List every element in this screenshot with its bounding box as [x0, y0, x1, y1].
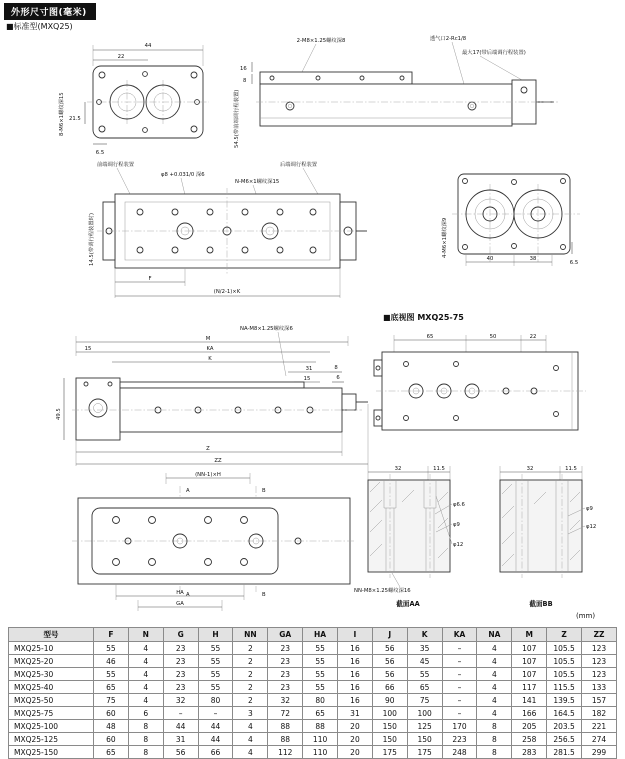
- value-cell: 55: [198, 642, 233, 655]
- model-cell: MXQ25-75: [9, 707, 94, 720]
- max17-callout: 最大17(带后端调行程装置): [462, 50, 526, 56]
- dim-label-15: 15: [84, 346, 92, 352]
- value-cell: 4: [128, 655, 163, 668]
- value-cell: 123: [582, 668, 617, 681]
- dimensions-table: [8, 627, 617, 759]
- dim-label-11-5-aa: 11.5: [433, 466, 445, 472]
- value-cell: 2: [233, 681, 268, 694]
- value-cell: 203.5: [547, 720, 582, 733]
- value-cell: 65: [407, 681, 442, 694]
- dia-9-label: φ9: [453, 522, 460, 528]
- dim-label-KA: KA: [206, 346, 214, 352]
- value-cell: 141: [512, 694, 547, 707]
- dim-label-21-5: 21.5: [69, 116, 81, 122]
- panel-c-dimensions: [115, 268, 340, 298]
- value-cell: 223: [442, 733, 477, 746]
- value-cell: 32: [163, 694, 198, 707]
- dim-label-6-5: 6.5: [95, 150, 105, 156]
- value-cell: 8: [477, 720, 512, 733]
- unit-note: (mm): [576, 612, 596, 620]
- table-row: [9, 642, 617, 655]
- dim-label-GA: GA: [176, 601, 184, 607]
- dim-label-6: 6: [336, 375, 340, 381]
- value-cell: 75: [407, 694, 442, 707]
- value-cell: 66: [372, 681, 407, 694]
- dim-label-22: 22: [117, 54, 125, 60]
- column-header-13: M: [512, 628, 547, 642]
- value-cell: 164.5: [547, 707, 582, 720]
- column-header-14: Z: [547, 628, 582, 642]
- standard-type-label: ■标准型(MXQ25): [6, 22, 73, 31]
- dim-label-15b: 15: [303, 376, 311, 382]
- value-cell: 55: [198, 668, 233, 681]
- column-header-4: H: [198, 628, 233, 642]
- value-cell: 2: [233, 655, 268, 668]
- value-cell: 4: [477, 668, 512, 681]
- value-cell: 117: [512, 681, 547, 694]
- dim-label-32-aa: 32: [394, 466, 402, 472]
- dim-label-F: F: [148, 276, 152, 282]
- value-cell: 31: [338, 707, 373, 720]
- panel-g-body: [72, 498, 356, 584]
- panel-e-callouts: [240, 324, 293, 376]
- value-cell: 110: [303, 746, 338, 759]
- column-header-2: N: [128, 628, 163, 642]
- value-cell: 299: [582, 746, 617, 759]
- panel-d-callouts: [440, 218, 448, 258]
- value-cell: 16: [338, 694, 373, 707]
- section-mark-B-top: B: [262, 488, 266, 494]
- section-mark-B-bottom: B: [262, 592, 266, 598]
- value-cell: 20: [338, 733, 373, 746]
- value-cell: 88: [303, 720, 338, 733]
- value-cell: 123: [582, 655, 617, 668]
- model-cell: MXQ25-10: [9, 642, 94, 655]
- panel-b-body: [256, 72, 558, 126]
- value-cell: 23: [163, 642, 198, 655]
- value-cell: 31: [163, 733, 198, 746]
- value-cell: 20: [338, 720, 373, 733]
- dim-label-38: 38: [529, 256, 537, 262]
- dim-label-49-5: 49.5: [56, 408, 62, 420]
- value-cell: 4: [233, 733, 268, 746]
- value-cell: –: [442, 707, 477, 720]
- value-cell: 55: [198, 681, 233, 694]
- value-cell: 23: [268, 668, 303, 681]
- panel-e-body: [72, 378, 368, 440]
- value-cell: 88: [268, 733, 303, 746]
- column-header-0: 型号: [9, 628, 94, 642]
- value-cell: 100: [407, 707, 442, 720]
- value-cell: 56: [372, 668, 407, 681]
- dim-label-nn-h: (NN-1)×H: [195, 472, 221, 478]
- dim-label-31: 31: [305, 366, 313, 372]
- panel-f-body: [374, 352, 586, 430]
- vent-port-callout: 透气口2-Rc1/8: [429, 36, 467, 42]
- value-cell: 55: [303, 681, 338, 694]
- drawing-table-top-view: [55, 36, 230, 168]
- value-cell: 55: [303, 655, 338, 668]
- thread-callout: 8-M6×1螺纹深15: [59, 92, 65, 136]
- model-cell: MXQ25-125: [9, 733, 94, 746]
- value-cell: 248: [442, 746, 477, 759]
- value-cell: 90: [372, 694, 407, 707]
- value-cell: 8: [477, 746, 512, 759]
- value-cell: 44: [198, 720, 233, 733]
- value-cell: 256.5: [547, 733, 582, 746]
- value-cell: 48: [94, 720, 129, 733]
- dim-label-50: 50: [489, 334, 497, 340]
- value-cell: 205: [512, 720, 547, 733]
- drawing-bottom-view-sections: [48, 464, 378, 614]
- section-aa-caption: 截面AA: [396, 600, 420, 608]
- column-header-3: G: [163, 628, 198, 642]
- column-header-1: F: [94, 628, 129, 642]
- value-cell: 44: [198, 733, 233, 746]
- value-cell: 105.5: [547, 655, 582, 668]
- value-cell: 105.5: [547, 642, 582, 655]
- value-cell: 221: [582, 720, 617, 733]
- value-cell: –: [163, 707, 198, 720]
- value-cell: 55: [94, 642, 129, 655]
- panel-c-body: [97, 188, 367, 274]
- value-cell: 150: [372, 733, 407, 746]
- dim-label-22b: 22: [529, 334, 537, 340]
- drawing-body-top-view: [55, 156, 375, 308]
- value-cell: 258: [512, 733, 547, 746]
- column-header-8: I: [338, 628, 373, 642]
- value-cell: 88: [268, 720, 303, 733]
- value-cell: 2: [233, 668, 268, 681]
- column-header-12: NA: [477, 628, 512, 642]
- value-cell: 4: [128, 694, 163, 707]
- value-cell: 20: [338, 746, 373, 759]
- value-cell: 16: [338, 668, 373, 681]
- drawing-side-view: [226, 28, 564, 160]
- panel-e-dimensions-top: [76, 336, 348, 382]
- value-cell: 55: [198, 655, 233, 668]
- drawing-side-view-z: [48, 320, 373, 472]
- section-bb: [500, 466, 596, 608]
- dim-label-65: 65: [426, 334, 434, 340]
- value-cell: 23: [268, 681, 303, 694]
- model-cell: MXQ25-100: [9, 720, 94, 733]
- drawing-end-view: [438, 158, 590, 278]
- dim-label-40: 40: [486, 256, 494, 262]
- dim-label-11-5-bb: 11.5: [565, 466, 577, 472]
- value-cell: 8: [477, 733, 512, 746]
- value-cell: 283: [512, 746, 547, 759]
- dim-label-pitch: (N/2-1)×K: [213, 289, 241, 295]
- table-row: [9, 720, 617, 733]
- m8-thread-callout: 2-M8×1.25螺纹深8: [296, 38, 346, 44]
- value-cell: 6: [128, 707, 163, 720]
- value-cell: 4: [128, 668, 163, 681]
- table-row: [9, 655, 617, 668]
- rear-adjuster-label: 后端调行程装置: [280, 162, 318, 168]
- column-header-7: HA: [303, 628, 338, 642]
- value-cell: 107: [512, 668, 547, 681]
- value-cell: 56: [163, 746, 198, 759]
- value-cell: 100: [372, 707, 407, 720]
- dia-6-6-label: φ6.6: [453, 502, 465, 508]
- value-cell: 55: [303, 668, 338, 681]
- value-cell: 175: [407, 746, 442, 759]
- value-cell: 23: [163, 681, 198, 694]
- value-cell: 23: [268, 655, 303, 668]
- dia-9-label-bb: φ9: [586, 506, 593, 512]
- dim-label-d6-5: 6.5: [569, 260, 579, 266]
- table-row: [9, 681, 617, 694]
- panel-f-dimensions: [394, 334, 546, 354]
- value-cell: 123: [582, 642, 617, 655]
- value-cell: 4: [477, 707, 512, 720]
- value-cell: 4: [477, 655, 512, 668]
- value-cell: 2: [233, 694, 268, 707]
- dia-12-label-bb: φ12: [586, 524, 597, 530]
- value-cell: 157: [582, 694, 617, 707]
- value-cell: 60: [94, 733, 129, 746]
- value-cell: 44: [163, 720, 198, 733]
- value-cell: 125: [407, 720, 442, 733]
- value-cell: 107: [512, 642, 547, 655]
- table-body: [9, 642, 617, 759]
- value-cell: 56: [372, 642, 407, 655]
- value-cell: 150: [372, 720, 407, 733]
- value-cell: 112: [268, 746, 303, 759]
- value-cell: 139.5: [547, 694, 582, 707]
- body-thread-callout: N-M6×1螺纹深15: [235, 179, 280, 185]
- panel-d-body: [452, 174, 580, 262]
- model-cell: MXQ25-30: [9, 668, 94, 681]
- value-cell: 4: [233, 746, 268, 759]
- column-header-9: J: [372, 628, 407, 642]
- dim-label-8b: 8: [334, 365, 338, 371]
- bottom-view-title: ■底视图 MXQ25-75: [383, 313, 464, 322]
- value-cell: 175: [372, 746, 407, 759]
- value-cell: 23: [163, 668, 198, 681]
- dim-label-44: 44: [144, 43, 152, 49]
- dia-12-label: φ12: [453, 542, 464, 548]
- end-thread-callout: 4-M6×1螺纹深9: [442, 217, 448, 258]
- column-header-6: GA: [268, 628, 303, 642]
- drawing-cross-sections: [350, 458, 610, 610]
- value-cell: 23: [268, 642, 303, 655]
- dim-label-32-bb: 32: [526, 466, 534, 472]
- value-cell: 170: [442, 720, 477, 733]
- value-cell: 8: [128, 746, 163, 759]
- table-row: [9, 707, 617, 720]
- dim-label-K: K: [208, 356, 212, 362]
- column-header-11: KA: [442, 628, 477, 642]
- column-header-15: ZZ: [582, 628, 617, 642]
- value-cell: 16: [338, 655, 373, 668]
- value-cell: 55: [94, 668, 129, 681]
- value-cell: 150: [407, 733, 442, 746]
- value-cell: 55: [407, 668, 442, 681]
- value-cell: –: [442, 668, 477, 681]
- value-cell: –: [198, 707, 233, 720]
- value-cell: 8: [128, 733, 163, 746]
- dim-label-HA: HA: [176, 590, 184, 596]
- value-cell: 72: [268, 707, 303, 720]
- value-cell: 66: [198, 746, 233, 759]
- value-cell: –: [442, 694, 477, 707]
- value-cell: 32: [268, 694, 303, 707]
- value-cell: 115.5: [547, 681, 582, 694]
- value-cell: 133: [582, 681, 617, 694]
- value-cell: 4: [477, 642, 512, 655]
- table-row: [9, 733, 617, 746]
- dim-label-16: 16: [240, 66, 247, 72]
- section-mark-A-top: A: [186, 488, 190, 494]
- value-cell: 105.5: [547, 668, 582, 681]
- value-cell: 107: [512, 655, 547, 668]
- column-header-10: K: [407, 628, 442, 642]
- column-header-5: NN: [233, 628, 268, 642]
- value-cell: 46: [94, 655, 129, 668]
- value-cell: 55: [303, 642, 338, 655]
- value-cell: 166: [512, 707, 547, 720]
- value-cell: 65: [94, 681, 129, 694]
- value-cell: 45: [407, 655, 442, 668]
- value-cell: 60: [94, 707, 129, 720]
- value-cell: –: [442, 642, 477, 655]
- front-adjuster-height-callout: 54.5(带前端调行程装置): [234, 89, 240, 148]
- value-cell: 4: [477, 681, 512, 694]
- value-cell: 35: [407, 642, 442, 655]
- section-mark-A-bottom: A: [186, 592, 190, 598]
- model-cell: MXQ25-40: [9, 681, 94, 694]
- front-adjuster-label: 前端调行程装置: [97, 162, 135, 168]
- table-row: [9, 668, 617, 681]
- value-cell: 8: [128, 720, 163, 733]
- dim-label-ZZ: ZZ: [214, 458, 222, 464]
- page-title: 外形尺寸图(毫米): [4, 3, 96, 20]
- model-cell: MXQ25-20: [9, 655, 94, 668]
- panel-a-body: [87, 66, 209, 138]
- value-cell: –: [442, 655, 477, 668]
- value-cell: 65: [94, 746, 129, 759]
- value-cell: 4: [477, 694, 512, 707]
- table-row: [9, 746, 617, 759]
- value-cell: 3: [233, 707, 268, 720]
- value-cell: –: [442, 681, 477, 694]
- value-cell: 16: [338, 642, 373, 655]
- dim-label-M: M: [205, 336, 211, 342]
- value-cell: 16: [338, 681, 373, 694]
- value-cell: 2: [233, 642, 268, 655]
- value-cell: 80: [303, 694, 338, 707]
- dim-label-Z: Z: [206, 446, 210, 452]
- table-row: [9, 694, 617, 707]
- value-cell: 4: [128, 642, 163, 655]
- value-cell: 75: [94, 694, 129, 707]
- section-aa: [354, 466, 466, 608]
- value-cell: 274: [582, 733, 617, 746]
- value-cell: 56: [372, 655, 407, 668]
- value-cell: 110: [303, 733, 338, 746]
- value-cell: 281.5: [547, 746, 582, 759]
- value-cell: 4: [128, 681, 163, 694]
- value-cell: 65: [303, 707, 338, 720]
- section-bb-caption: 截面BB: [529, 600, 553, 608]
- na-thread-callout: NA-M8×1.25螺纹深6: [240, 326, 293, 332]
- nn-thread-callout: NN-M8×1.25螺纹深16: [354, 588, 411, 594]
- adjuster-width-callout: 14.5(带调行程装置时): [89, 212, 95, 266]
- model-cell: MXQ25-50: [9, 694, 94, 707]
- dim-label-8: 8: [243, 78, 247, 84]
- pin-hole-callout: φ8 +0.031/0 深6: [161, 172, 205, 178]
- value-cell: 182: [582, 707, 617, 720]
- value-cell: 23: [163, 655, 198, 668]
- value-cell: 80: [198, 694, 233, 707]
- panel-g-dimensions-top: [166, 472, 250, 484]
- value-cell: 4: [233, 720, 268, 733]
- model-cell: MXQ25-150: [9, 746, 94, 759]
- table-header-row: [9, 628, 617, 642]
- drawing-bottom-view-75: [366, 326, 601, 451]
